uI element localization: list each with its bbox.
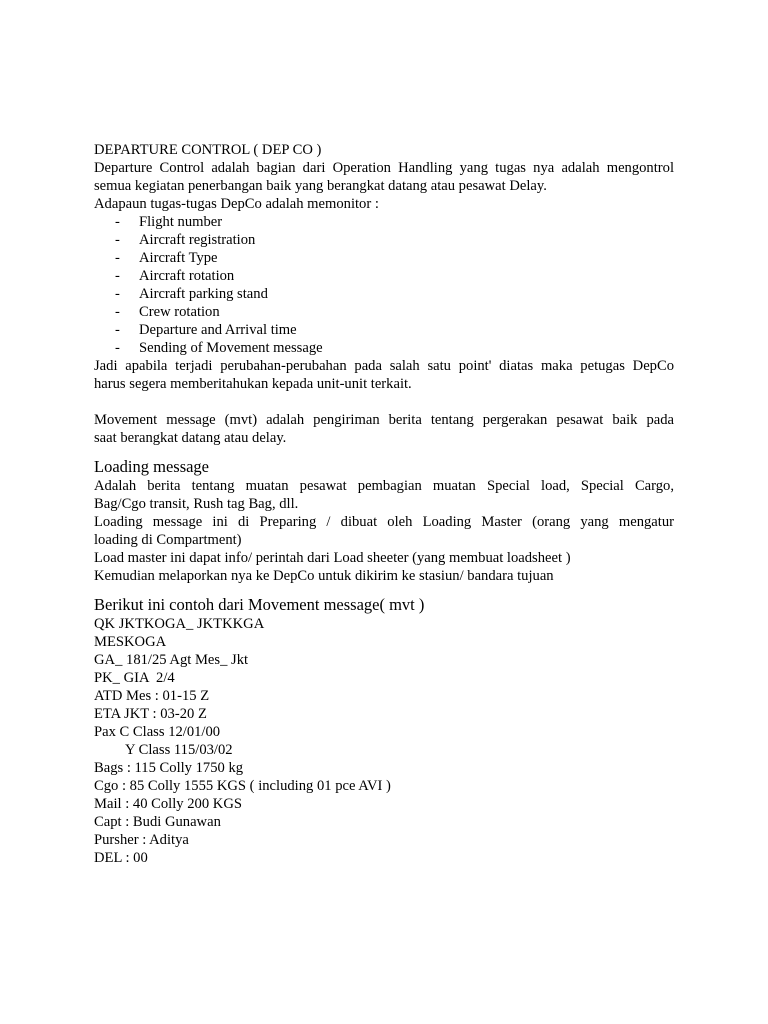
paragraph-line: Kemudian melaporkan nya ke DepCo untuk dikirim ke stasiun/ bandara tujuan [94, 568, 554, 584]
bullet-dash: - [115, 232, 120, 248]
paragraph-line: Departure Control adalah bagian dari Operation Handling yang tugas nya adalah mengontrol [94, 160, 674, 176]
monitor-list [94, 213, 674, 357]
paragraph-line: loading di Compartment) [94, 532, 242, 548]
mvt-line: Pursher : Aditya [94, 832, 189, 848]
mvt-line: ATD Mes : 01-15 Z [94, 688, 210, 704]
list-item-text: Departure and Arrival time [139, 322, 297, 338]
list-item [94, 285, 674, 303]
paragraph-line: Load master ini dapat info/ perintah dari Load sheeter (yang membuat loadsheet ) [94, 550, 571, 566]
bullet-dash: - [115, 340, 120, 356]
paragraph-line: semua kegiatan penerbangan baik yang berangkat datang atau pesawat Delay. [94, 178, 547, 194]
mvt-line: Pax C Class 12/01/00 [94, 724, 221, 740]
list-item-text: Aircraft parking stand [139, 286, 268, 302]
paragraph-line: Bag/Cgo transit, Rush tag Bag, dll. [94, 496, 299, 512]
mvt-line: Bags : 115 Colly 1750 kg [94, 760, 244, 776]
list-item [94, 213, 674, 231]
bullet-dash: - [115, 268, 120, 284]
bullet-dash: - [115, 304, 120, 320]
mvt-example-block [94, 615, 674, 867]
list-item [94, 249, 674, 267]
mvt-line: MESKOGA [94, 634, 167, 650]
paragraph-line: Movement message (mvt) adalah pengiriman berita tentang pergerakan pesawat baik pada [94, 412, 674, 428]
bullet-dash: - [115, 286, 120, 302]
paragraph-line: Adalah berita tentang muatan pesawat pembagian muatan Special load, Special Cargo, [94, 478, 674, 494]
section-heading-loading-message: Loading message [94, 457, 210, 476]
list-item [94, 339, 674, 357]
bullet-dash: - [115, 250, 120, 266]
mvt-line: DEL : 00 [94, 850, 148, 866]
paragraph-line: Loading message ini di Preparing / dibuat oleh Loading Master (orang yang mengatur [94, 514, 674, 530]
list-item-text: Crew rotation [139, 304, 220, 320]
bullet-dash: - [115, 214, 120, 230]
list-item-text: Aircraft registration [139, 232, 256, 248]
paragraph-line: Jadi apabila terjadi perubahan-perubahan pada salah satu point' diatas maka petugas DepCo [94, 358, 674, 374]
list-intro: Adapaun tugas-tugas DepCo adalah memonitor : [94, 196, 379, 212]
paragraph-line: saat berangkat datang atau delay. [94, 430, 287, 446]
list-item [94, 321, 674, 339]
mvt-line: GA_ 181/25 Agt Mes_ Jkt [94, 652, 249, 668]
list-item [94, 303, 674, 321]
list-item-text: Flight number [139, 214, 223, 230]
blank-line [94, 393, 674, 411]
paragraph-line: harus segera memberitahukan kepada unit-unit terkait. [94, 376, 412, 392]
list-item [94, 267, 674, 285]
mvt-line: Capt : Budi Gunawan [94, 814, 221, 830]
section-heading-depco: DEPARTURE CONTROL ( DEP CO ) [94, 142, 322, 158]
mvt-line: ETA JKT : 03-20 Z [94, 706, 207, 722]
mvt-line: QK JKTKOGA_ JKTKKGA [94, 616, 265, 632]
list-item-text: Aircraft Type [139, 250, 218, 266]
section-heading-mvt-example: Berikut ini contoh dari Movement message( mvt ) [94, 595, 425, 614]
mvt-line: PK_ GIA 2/4 [94, 670, 175, 686]
mvt-line: Cgo : 85 Colly 1555 KGS ( including 01 pce AVI ) [94, 778, 391, 794]
list-item-text: Sending of Movement message [139, 340, 323, 356]
list-item [94, 231, 674, 249]
mvt-line: Mail : 40 Colly 200 KGS [94, 796, 242, 812]
bullet-dash: - [115, 322, 120, 338]
mvt-line: Y Class 115/03/02 [125, 742, 233, 758]
document-page [94, 141, 674, 867]
list-item-text: Aircraft rotation [139, 268, 235, 284]
